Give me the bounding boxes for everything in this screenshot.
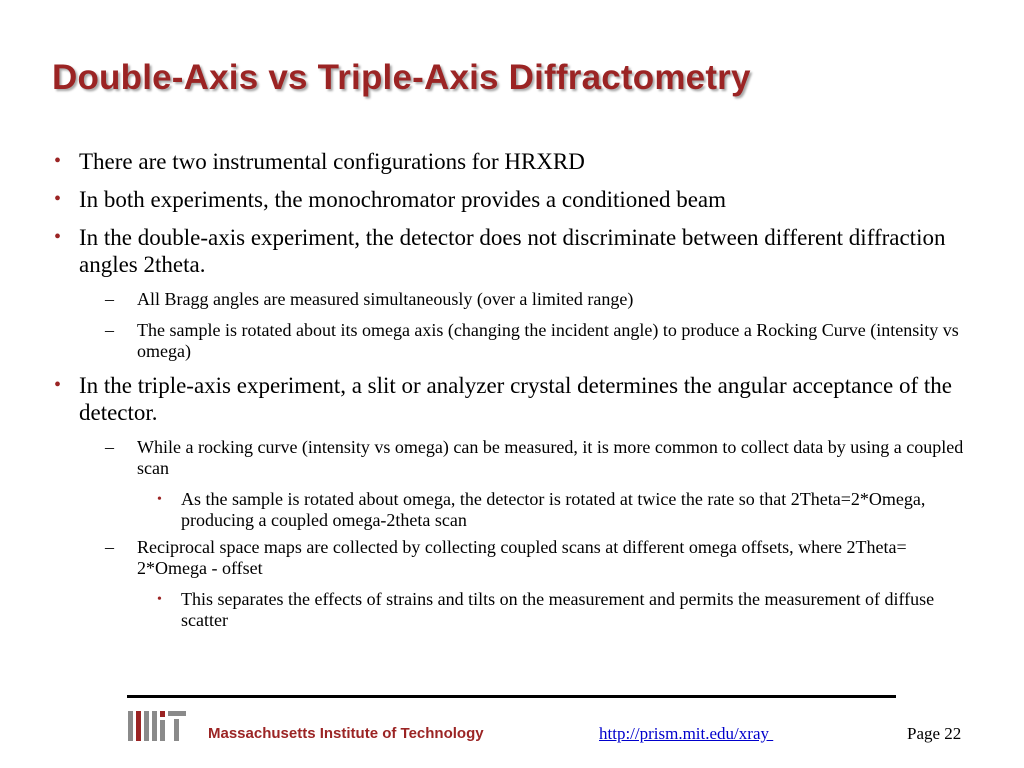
bullet-text: In the double-axis experiment, the detector does not discriminate between different diffraction angles 2theta.: [79, 225, 946, 277]
dash-marker: –: [105, 320, 114, 340]
sub-bullet-text: Reciprocal space maps are collected by collecting coupled scans at different omega offsets, where 2Theta= 2*Omega - offset: [137, 537, 907, 578]
bullet-marker: •: [157, 492, 162, 507]
institution-name: Massachusetts Institute of Technology: [208, 725, 484, 742]
page-number: Page 22: [907, 724, 962, 743]
sub-bullet-item: [50, 537, 980, 579]
slide-title: Double-Axis vs Triple-Axis Diffractometry: [52, 58, 751, 97]
mit-logo-icon: [128, 711, 186, 741]
bullet-marker: •: [157, 592, 162, 607]
sub-bullet-text: All Bragg angles are measured simultaneously (over a limited range): [137, 289, 634, 309]
bullet-item: [50, 372, 980, 426]
sub-bullet-item: [50, 289, 980, 310]
bullet-text: In both experiments, the monochromator provides a conditioned beam: [79, 187, 727, 212]
slide-body: [50, 148, 980, 637]
bullet-marker: •: [54, 374, 62, 396]
dash-marker: –: [105, 289, 114, 309]
bullet-text: In the triple-axis experiment, a slit or analyzer crystal determines the angular acceptance of the detector.: [79, 373, 952, 425]
bullet-marker: •: [54, 226, 62, 248]
dash-marker: –: [105, 437, 114, 457]
bullet-marker: •: [54, 188, 62, 210]
sub-bullet-item: [50, 320, 980, 362]
bullet-item: [50, 148, 980, 175]
sub-bullet-text: While a rocking curve (intensity vs omega) can be measured, it is more common to collect data by using a coupled scan: [137, 437, 964, 478]
footer-link[interactable]: http://prism.mit.edu/xray: [599, 724, 774, 743]
sub-sub-bullet-item: [50, 589, 980, 631]
bullet-item: [50, 224, 980, 278]
footer-divider: [127, 695, 896, 698]
sub-bullet-text: The sample is rotated about its omega axis (changing the incident angle) to produce a Rocking Curve (intensity vs omega): [137, 320, 959, 361]
sub-sub-bullet-item: [50, 489, 980, 531]
dash-marker: –: [105, 537, 114, 557]
sub-sub-bullet-text: This separates the effects of strains and tilts on the measurement and permits the measurement of diffuse scatter: [181, 589, 935, 630]
bullet-text: There are two instrumental configurations for HRXRD: [79, 149, 585, 174]
sub-sub-bullet-text: As the sample is rotated about omega, the detector is rotated at twice the rate so that 2Theta=2*Omega, producing a coupled omega-2theta scan: [181, 489, 926, 530]
bullet-item: [50, 186, 980, 213]
sub-bullet-item: [50, 437, 980, 479]
bullet-marker: •: [54, 150, 62, 172]
